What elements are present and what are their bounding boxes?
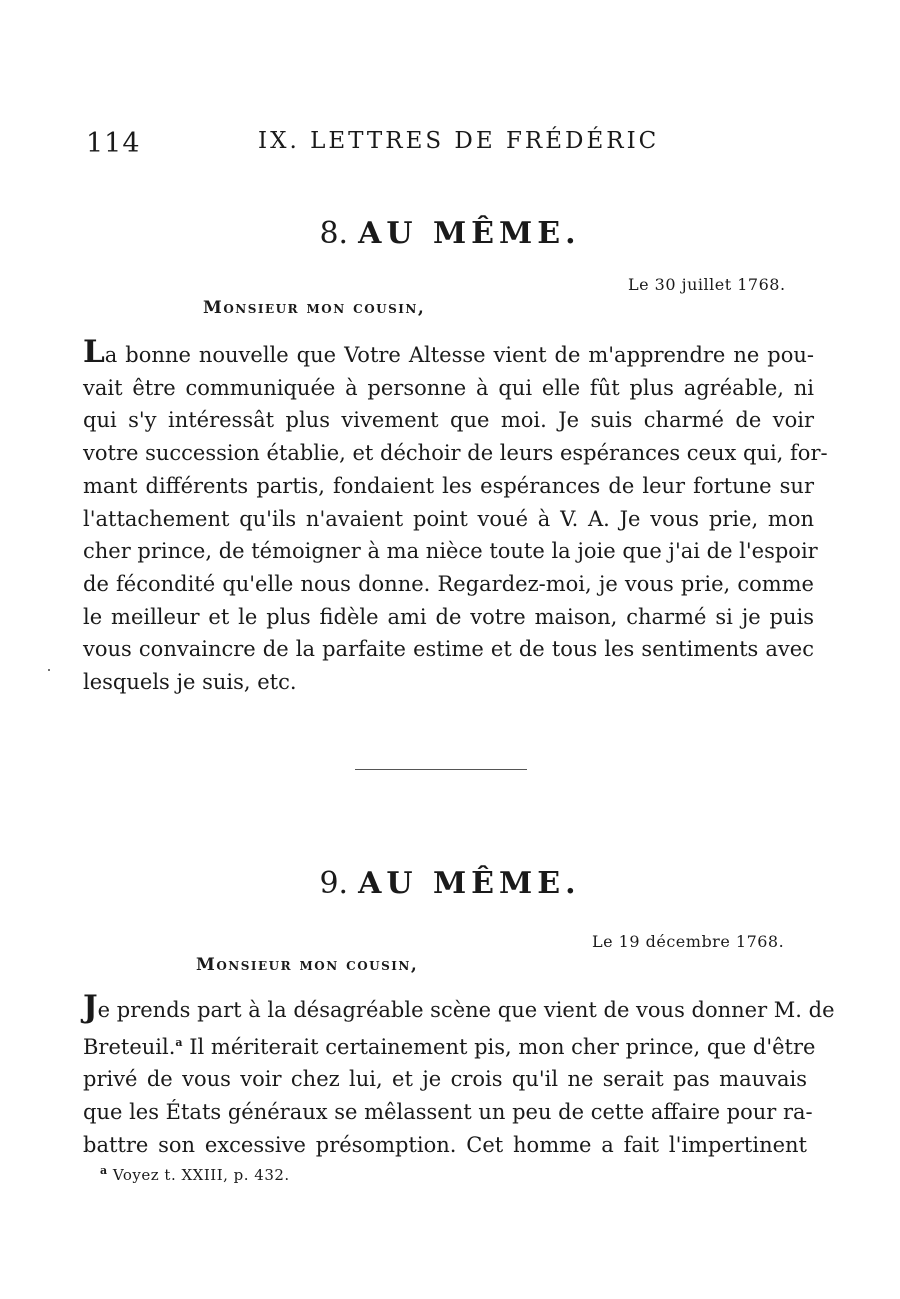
letter-9-line: privé de vous voir chez lui, et je crois qu'il ne serait pas mauvais	[83, 1067, 807, 1092]
letter-8-line: qui s'y intéressât plus vivement que moi. Je suis charmé de voir	[83, 408, 814, 433]
letter-9-line: battre son excessive présomption. Cet homme a fait l'impertinent	[83, 1132, 807, 1157]
letter-9-line: que les États généraux se mêlassent un peu de cette affaire pour ra-	[83, 1100, 813, 1125]
letter-8-date: Le 30 juillet 1768.	[628, 275, 786, 294]
footnote-marker: a	[175, 1035, 183, 1049]
letter-9-title: AU MÊME.	[358, 866, 581, 901]
letter-8-line: La bonne nouvelle que Votre Altesse vient de m'apprendre ne pou-	[83, 334, 814, 370]
letter-8-line: l'attachement qu'ils n'avaient point voué à V. A. Je vous prie, mon	[83, 506, 814, 531]
footnote-text: Voyez t. XXIII, p. 432.	[112, 1166, 290, 1184]
letter-9-body	[83, 989, 835, 1162]
letter-9-heading	[0, 866, 900, 901]
letter-8-line: cher prince, de témoigner à ma nièce toute la joie que j'ai de l'espoir	[83, 539, 818, 564]
letter-8-number: 8.	[319, 216, 349, 251]
letter-8-line: vous convaincre de la parfaite estime et de tous les sentiments avec	[83, 637, 814, 662]
letter-9-number: 9.	[319, 866, 349, 901]
letter-9-line: Breteuil.$^a$ Il mériterait certainement pis, mon cher prince, que d'être	[83, 1034, 816, 1059]
letter-8-line: mant différents partis, fondaient les espérances de leur fortune sur	[83, 473, 814, 498]
section-divider	[355, 769, 527, 770]
page-number: 114	[86, 128, 141, 159]
letter-8-line: de fécondité qu'elle nous donne. Regardez-moi, je vous prie, comme	[83, 571, 814, 596]
footnote	[100, 1164, 290, 1184]
running-title: IX. LETTRES DE FRÉDÉRIC	[258, 128, 660, 154]
letter-8-body	[83, 334, 828, 699]
letter-8-line: lesquels je suis, etc.	[83, 670, 297, 695]
letter-8-salutation: Monsieur mon cousin,	[203, 298, 426, 318]
letter-8-heading	[0, 216, 900, 251]
letter-8-line: le meilleur et le plus fidèle ami de votre maison, charmé si je puis	[83, 604, 814, 629]
footnote-marker: a	[100, 1164, 108, 1177]
letter-8-dropcap: L	[83, 334, 105, 370]
letter-9-dropcap: J	[83, 989, 98, 1025]
letter-9-date: Le 19 décembre 1768.	[592, 932, 785, 951]
paper-speck	[48, 669, 50, 671]
letter-8-line: vait être communiquée à personne à qui elle fût plus agréable, ni	[83, 375, 814, 400]
letter-8-line: votre succession établie, et déchoir de leurs espérances ceux qui, for-	[83, 441, 828, 466]
letter-9-salutation: Monsieur mon cousin,	[196, 955, 419, 975]
letter-9-line: Je prends part à la désagréable scène que vient de vous donner M. de	[83, 989, 835, 1025]
letter-8-title: AU MÊME.	[358, 216, 581, 251]
